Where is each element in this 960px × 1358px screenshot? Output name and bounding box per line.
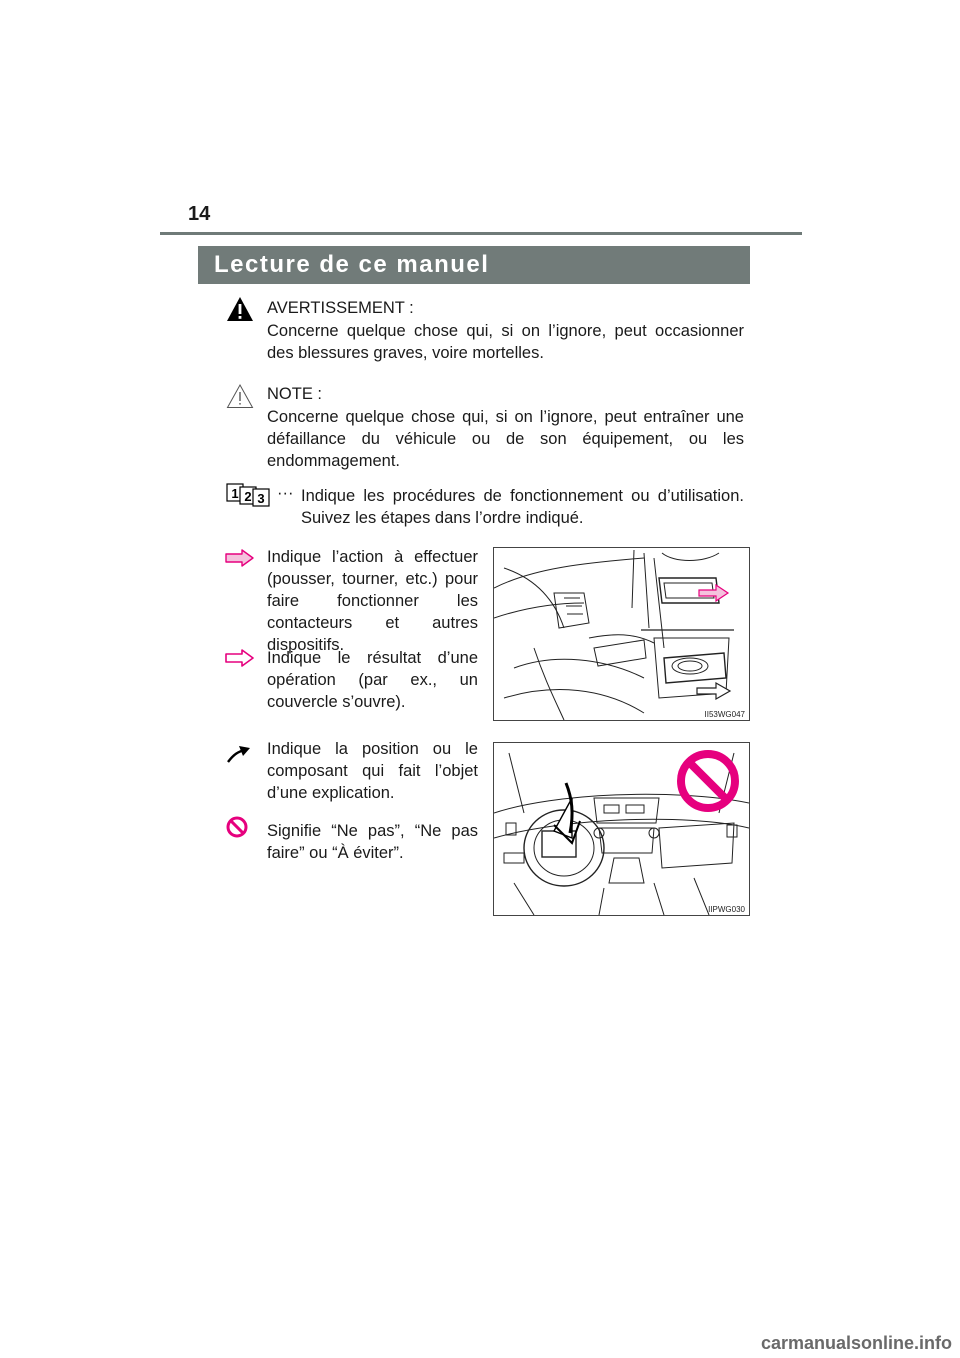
prohibition-text: Signifie “Ne pas”, “Ne pas faire” ou “À éviter”. <box>267 822 478 862</box>
step-3-label: 3 <box>257 491 265 506</box>
result-text: Indique le résultat d’une opération (par ex., un couvercle s’ouvre). <box>267 649 478 711</box>
top-divider <box>160 232 802 235</box>
step-1-label: 1 <box>231 486 239 501</box>
steps-text: Indique les procédures de fonctionnement ou d’utilisation. Suivez les étapes dans l’ordre indiqué. <box>301 487 744 527</box>
warning-filled-triangle-icon <box>226 296 254 322</box>
figure-1-code: II53WG047 <box>704 710 745 719</box>
result-arrow-outline-icon <box>225 649 255 667</box>
numbered-steps-icon <box>226 483 274 507</box>
dashboard-illustration <box>494 743 749 915</box>
section-title: Lecture de ce manuel <box>198 246 750 284</box>
note-title: NOTE : <box>267 385 323 403</box>
figure-2-code: IIPWG030 <box>708 905 745 914</box>
site-watermark: carmanualsonline.info <box>760 1333 952 1353</box>
warning-text: Concerne quelque chose qui, si on l’ignore, peut occasionner des blessures graves, voire mortelles. <box>267 322 744 362</box>
figure-cup-holder <box>493 547 750 721</box>
steps-ellipsis: ··· <box>277 484 294 502</box>
prohibition-icon <box>226 816 248 838</box>
cup-holder-illustration <box>494 548 749 720</box>
action-arrow-filled-icon <box>225 549 255 567</box>
position-pointer-arrow-icon <box>226 744 252 764</box>
warning-title: AVERTISSEMENT : <box>267 299 414 317</box>
page-number: 14 <box>188 203 211 225</box>
action-text: Indique l’action à effectuer (pousser, tourner, etc.) pour faire fonctionner les contacteurs et autres dispositifs. <box>267 548 478 654</box>
note-text: Concerne quelque chose qui, si on l’ignore, peut entraîner une défaillance du véhicule ou de son équipement, ou les endommagement. <box>267 408 744 470</box>
step-2-label: 2 <box>244 489 252 504</box>
figure-dashboard <box>493 742 750 916</box>
position-text: Indique la position ou le composant qui fait l’objet d’une explication. <box>267 740 478 802</box>
caution-outline-triangle-icon <box>226 383 254 409</box>
